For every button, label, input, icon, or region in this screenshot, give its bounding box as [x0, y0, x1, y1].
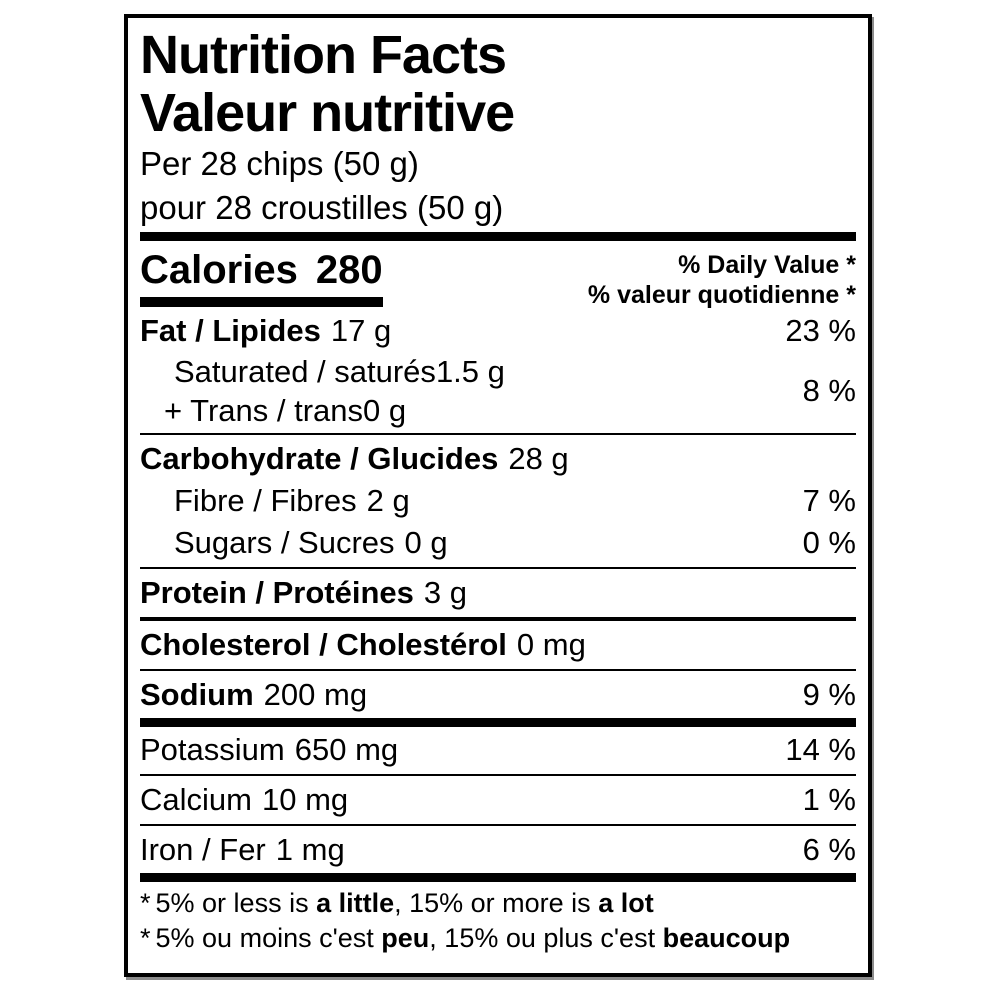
nutrient-row-sugars: [140, 522, 856, 564]
nutrient-row-sodium: [140, 674, 856, 716]
saturated-trans-labels: [140, 352, 505, 430]
nutrient-row-fibre: [140, 480, 856, 522]
nutrient-amount: 0 mg: [516, 627, 586, 662]
nutrient-label: Iron / Fer 1 mg: [140, 832, 345, 867]
nutrient-amount: 650 mg: [294, 732, 399, 767]
calories-section: [140, 247, 856, 310]
nutrient-row-potassium: [140, 729, 856, 771]
nutrient-row-saturated-trans: [140, 352, 856, 430]
nutrient-dv: 7 %: [802, 483, 856, 518]
nutrient-label: Saturated / saturés1.5 g: [174, 354, 505, 389]
footnote-fr: * 5% ou moins c'est peu, 15% ou plus c'est beaucoup: [140, 921, 856, 956]
nutrient-row-carbohydrate: [140, 438, 856, 480]
nutrient-amount: 28 g: [508, 441, 569, 476]
daily-value-header-en: % Daily Value *: [678, 251, 856, 279]
nutrient-label: Carbohydrate / Glucides 28 g: [140, 441, 569, 476]
nutrient-amount: 1.5 g: [435, 354, 505, 389]
daily-value-header-fr: % valeur quotidienne *: [587, 281, 856, 309]
asterisk: *: [140, 923, 151, 953]
nutrient-row-fat: [140, 310, 856, 352]
title-en: Nutrition Facts: [140, 25, 507, 85]
nutrient-label: Potassium 650 mg: [140, 732, 399, 767]
nutrient-row-calcium: [140, 779, 856, 821]
label-header: [140, 26, 856, 230]
separator-thick-top: [140, 232, 856, 241]
separator-thin: [140, 824, 856, 826]
calories-value: 280: [315, 248, 383, 292]
nutrient-amount: 1 mg: [275, 832, 345, 867]
nutrient-dv: 6 %: [802, 832, 856, 867]
nutrient-row-iron: [140, 829, 856, 871]
nutrient-amount: 2 g: [366, 483, 410, 518]
separator-thin: [140, 669, 856, 671]
nutrient-amount: 200 mg: [263, 677, 368, 712]
separator-thick-minerals: [140, 718, 856, 727]
nutrient-label: Cholesterol / Cholestérol 0 mg: [140, 627, 586, 662]
nutrient-label: Protein / Protéines 3 g: [140, 575, 468, 610]
nutrient-amount: 0 g: [363, 393, 407, 428]
nutrient-label: Fat / Lipides 17 g: [140, 313, 392, 348]
nutrient-dv: 8 %: [802, 373, 856, 408]
separator-thin: [140, 774, 856, 776]
nutrient-dv: 14 %: [785, 732, 856, 767]
footnote-en: * 5% or less is a little, 15% or more is a lot: [140, 886, 856, 921]
separator-thin: [140, 433, 856, 435]
title-fr: Valeur nutritive: [140, 83, 515, 143]
nutrient-amount: 3 g: [423, 575, 468, 610]
serving-size-en: Per 28 chips (50 g): [140, 145, 419, 182]
separator-thin: [140, 567, 856, 569]
nutrient-label: Calcium 10 mg: [140, 782, 349, 817]
footnotes: [140, 886, 856, 956]
nutrient-row-cholesterol: [140, 624, 856, 666]
daily-value-header: [588, 247, 856, 310]
separator-thick-bottom: [140, 873, 856, 882]
nutrient-dv: 23 %: [785, 313, 856, 348]
calories-label: Calories: [140, 248, 298, 292]
asterisk: *: [140, 888, 151, 918]
calories-line: [140, 247, 383, 293]
nutrient-dv: 1 %: [802, 782, 856, 817]
serving-size-fr: pour 28 croustilles (50 g): [140, 189, 504, 226]
nutrient-label: Fibre / Fibres 2 g: [174, 483, 410, 518]
nutrient-label: + Trans / trans0 g: [164, 393, 407, 428]
nutrient-dv: 9 %: [802, 677, 856, 712]
nutrition-facts-label: [124, 14, 872, 977]
nutrient-amount: 17 g: [330, 313, 392, 348]
nutrient-label: Sugars / Sucres 0 g: [174, 525, 448, 560]
nutrient-row-protein: [140, 572, 856, 614]
separator-medium: [140, 617, 856, 621]
calories-block: [140, 247, 383, 307]
nutrient-label: Sodium 200 mg: [140, 677, 368, 712]
nutrient-amount: 10 mg: [261, 782, 349, 817]
calories-underline: [140, 297, 383, 307]
nutrient-amount: 0 g: [404, 525, 448, 560]
nutrient-dv: 0 %: [802, 525, 856, 560]
